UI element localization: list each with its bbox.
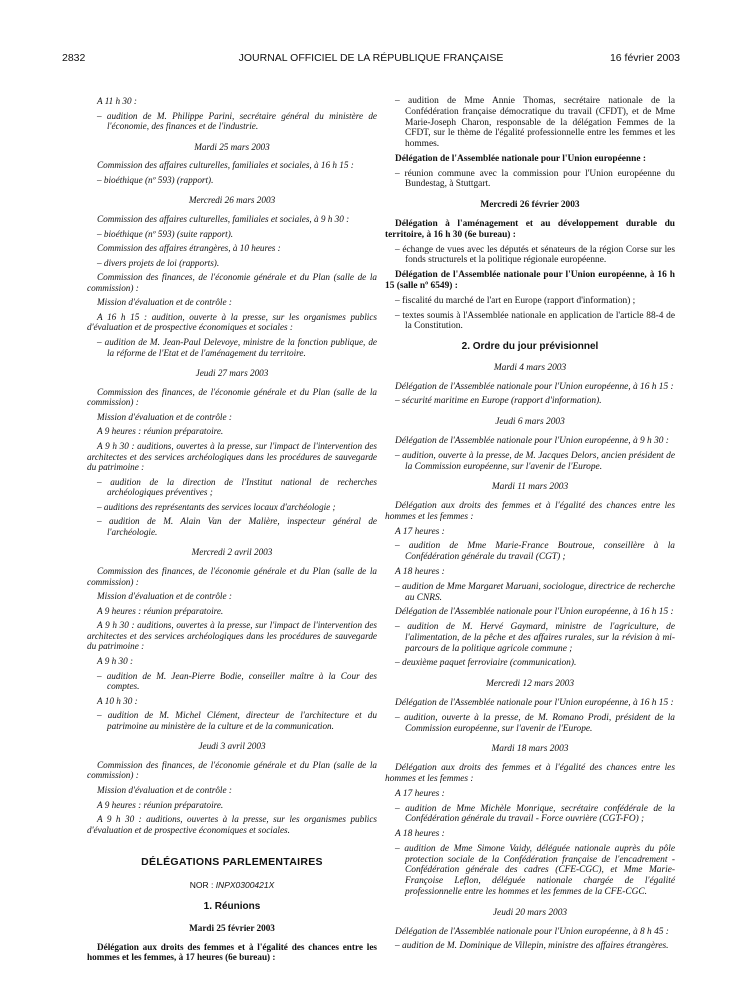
paragraph: Commission des finances, de l'économie générale et du Plan (salle de la commission) :: [87, 272, 377, 293]
nor-reference: [87, 880, 377, 891]
list-item: – bioéthique (nº 593) (rapport).: [97, 174, 214, 185]
paragraph: A 9 h 30 :: [97, 655, 134, 666]
paragraph: Commission des finances, de l'économie générale et du Plan (salle de la commission) :: [87, 759, 377, 781]
list-item: – audition de M. Jean-Pierre Bodie, conseiller maître à la Cour des comptes.: [97, 670, 377, 692]
paragraph: Délégation de l'Assemblée nationale pour l'Union européenne, à 16 h 15 :: [395, 381, 674, 392]
paragraph: A 9 h 30 : auditions, ouvertes à la presse, sur l'impact de l'intervention des architectes et des services archéologiques dans les procédures de sauvegarde du patrimoine :: [87, 620, 377, 652]
list-item: – audition, ouverte à la presse, de M. Romano Prodi, président de la Commission européenne, sur l'avenir de l'Europe.: [395, 712, 675, 734]
paragraph: A 10 h 30 :: [97, 695, 138, 706]
journal-title: JOURNAL OFFICIEL DE LA RÉPUBLIQUE FRANÇAISE: [238, 52, 504, 64]
section-heading: 1. Réunions: [203, 901, 261, 913]
section-heading: 2. Ordre du jour prévisionnel: [461, 341, 599, 353]
bold-paragraph: Délégation à l'aménagement et au développement durable du territoire, à 16 h 30 (6e bureau) :: [385, 219, 675, 240]
date-heading: Mardi 25 février 2003: [189, 922, 275, 933]
list-item: – fiscalité du marché de l'art en Europe (rapport d'information) ;: [395, 295, 636, 306]
paragraph: Délégation de l'Assemblée nationale pour l'Union européenne, à 16 h 15 :: [395, 698, 674, 709]
part-title: DÉLÉGATIONS PARLEMENTAIRES: [141, 856, 323, 869]
list-item: – deuxième paquet ferroviaire (communication).: [395, 658, 577, 669]
paragraph: A 16 h 15 : audition, ouverte à la presse, sur les organismes publics d'évaluation et de prospective économiques et sociales :: [87, 311, 377, 333]
page-number: 2832: [62, 52, 86, 64]
date-heading: Mercredi 12 mars 2003: [485, 679, 575, 690]
list-item: – audition de Mme Margaret Maruani, sociologue, directrice de recherche au CNRS.: [395, 581, 675, 603]
page-header: [62, 52, 680, 66]
date-heading: Mardi 25 mars 2003: [194, 141, 270, 152]
list-item: – audition de M. Hervé Gaymard, ministre de l'agriculture, de l'alimentation, de la pêche et des affaires rurales, sur la révision à mi-parcours de la politique agricole commune ;: [395, 622, 675, 654]
date-heading: Mercredi 26 mars 2003: [188, 195, 276, 206]
paragraph: Délégation de l'Assemblée nationale pour l'Union européenne, à 8 h 45 :: [395, 926, 669, 937]
list-item: – audition de M. Dominique de Villepin, ministre des affaires étrangères.: [395, 941, 669, 952]
paragraph: A 17 heures :: [395, 788, 445, 799]
date-heading: Jeudi 20 mars 2003: [492, 907, 568, 918]
list-item: – sécurité maritime en Europe (rapport d'information).: [395, 396, 602, 407]
paragraph: Mission d'évaluation et de contrôle :: [97, 297, 232, 308]
date-heading: Mercredi 26 février 2003: [480, 200, 580, 211]
paragraph: Commission des affaires culturelles, familiales et sociales, à 9 h 30 :: [97, 213, 350, 224]
date-heading: Jeudi 6 mars 2003: [495, 417, 565, 428]
paragraph: Commission des finances, de l'économie générale et du Plan (salle de la commission) :: [87, 386, 377, 408]
paragraph: A 9 heures : réunion préparatoire.: [97, 799, 224, 810]
left-column: [87, 96, 377, 967]
bold-paragraph: Délégation de l'Assemblée nationale pour l'Union européenne, à 16 h 15 (salle nº 6549) :: [385, 270, 675, 291]
paragraph: Mission d'évaluation et de contrôle :: [97, 591, 232, 602]
list-item: – bioéthique (nº 593) (suite rapport).: [97, 228, 234, 239]
list-item: – audition de la direction de l'Institut national de recherches archéologiques préventives ;: [97, 476, 377, 498]
paragraph: A 9 heures : réunion préparatoire.: [97, 426, 224, 437]
right-column: [385, 96, 675, 956]
list-item: – audition de M. Michel Clément, directeur de l'architecture et du patrimoine au ministère de la culture et de la communication.: [97, 710, 377, 731]
paragraph: A 9 h 30 : auditions, ouvertes à la presse, sur les organismes publics d'évaluation et de prospective économiques et sociales.: [87, 814, 377, 835]
nor-label: NOR :: [189, 879, 216, 890]
list-item: – audition de Mme Michèle Monrique, secrétaire confédérale de la Confédération générale du travail - Force ouvrière (CGT-FO) ;: [395, 803, 675, 825]
date-heading: Mardi 11 mars 2003: [491, 482, 569, 493]
nor-code: INPX0300421X: [215, 879, 275, 890]
date-heading: Jeudi 3 avril 2003: [198, 741, 266, 752]
date-heading: Mardi 18 mars 2003: [491, 744, 569, 755]
paragraph: Délégation de l'Assemblée nationale pour l'Union européenne, à 16 h 15 :: [395, 607, 674, 618]
date-heading: Mardi 4 mars 2003: [493, 362, 567, 373]
paragraph: Commission des affaires étrangères, à 10 heures :: [97, 243, 281, 254]
list-item: – audition de M. Jean-Paul Delevoye, ministre de la fonction publique, de la réforme de l'Etat et de l'aménagement du territoire.: [97, 337, 377, 358]
paragraph: A 9 heures : réunion préparatoire.: [97, 605, 224, 616]
paragraph: Mission d'évaluation et de contrôle :: [97, 411, 232, 422]
list-item: – audition de Mme Simone Vaidy, déléguée nationale auprès du pôle protection sociale de la Confédération française de l'encadrement - Confédération générale des cadres (CFE-CGC), et Mme Marie-Françoise Leflon, déléguée nationale chargée de l'égalité professionnelle entre les hommes et les femmes de la CFE-CGC.: [395, 843, 675, 897]
date-heading: Mercredi 2 avril 2003: [191, 547, 273, 558]
bold-paragraph: Délégation aux droits des femmes et à l'égalité des chances entre les hommes et les femmes, à 17 heures (6e bureau) :: [87, 941, 377, 963]
list-item: – audition, ouverte à la presse, de M. Jacques Delors, ancien président de la Commission européenne, sur l'avenir de l'Europe.: [395, 450, 675, 472]
issue-date: 16 février 2003: [609, 52, 680, 64]
list-item: – auditions des représentants des services locaux d'archéologie ;: [97, 501, 336, 512]
paragraph: A 18 heures :: [395, 567, 445, 577]
paragraph: Délégation aux droits des femmes et à l'égalité des chances entre les hommes et les femmes :: [385, 763, 675, 784]
paragraph: A 9 h 30 : auditions, ouvertes à la presse, sur l'impact de l'intervention des architectes et des services archéologiques dans les procédures de sauvegarde du patrimoine :: [87, 440, 377, 473]
list-item: – réunion commune avec la commission pour l'Union européenne du Bundestag, à Stuttgart.: [395, 168, 675, 190]
paragraph: A 18 heures :: [395, 829, 445, 840]
paragraph: Délégation de l'Assemblée nationale pour l'Union européenne, à 9 h 30 :: [395, 435, 669, 446]
paragraph: A 11 h 30 :: [97, 96, 137, 106]
list-item: – échange de vues avec les députés et sénateurs de la région Corse sur les fonds structurels et la politique régionale européenne.: [395, 244, 675, 266]
list-item: – audition de M. Alain Van der Malière, inspecteur général de l'archéologie.: [97, 516, 377, 537]
paragraph: Commission des affaires culturelles, familiales et sociales, à 16 h 15 :: [97, 160, 354, 171]
list-item: – textes soumis à l'Assemblée nationale en application de l'article 88-4 de la Constitution.: [395, 310, 675, 332]
list-item: – audition de Mme Annie Thomas, secrétaire nationale de la Confédération française démocratique du travail (CFDT), et de Mme Marie-Joseph Charon, responsable de la délégation Femmes de la CFDT, sur le thème de l'égalité professionnelle entre les femmes et les hommes.: [395, 96, 675, 150]
paragraph: Commission des finances, de l'économie générale et du Plan (salle de la commission) :: [87, 566, 377, 587]
paragraph: Délégation aux droits des femmes et à l'égalité des chances entre les hommes et les femmes :: [385, 501, 675, 522]
paragraph: A 17 heures :: [395, 526, 445, 537]
list-item: – audition de Mme Marie-France Boutroue, conseillère à la Confédération générale du travail (CGT) ;: [395, 541, 675, 563]
date-heading: Jeudi 27 mars 2003: [195, 368, 269, 379]
list-item: – divers projets de loi (rapports).: [97, 257, 220, 268]
paragraph: Mission d'évaluation et de contrôle :: [97, 785, 232, 795]
list-item: – audition de M. Philippe Parini, secrétaire général du ministère de l'économie, des finances et de l'industrie.: [97, 110, 377, 132]
bold-paragraph: Délégation de l'Assemblée nationale pour l'Union européenne :: [395, 153, 646, 164]
